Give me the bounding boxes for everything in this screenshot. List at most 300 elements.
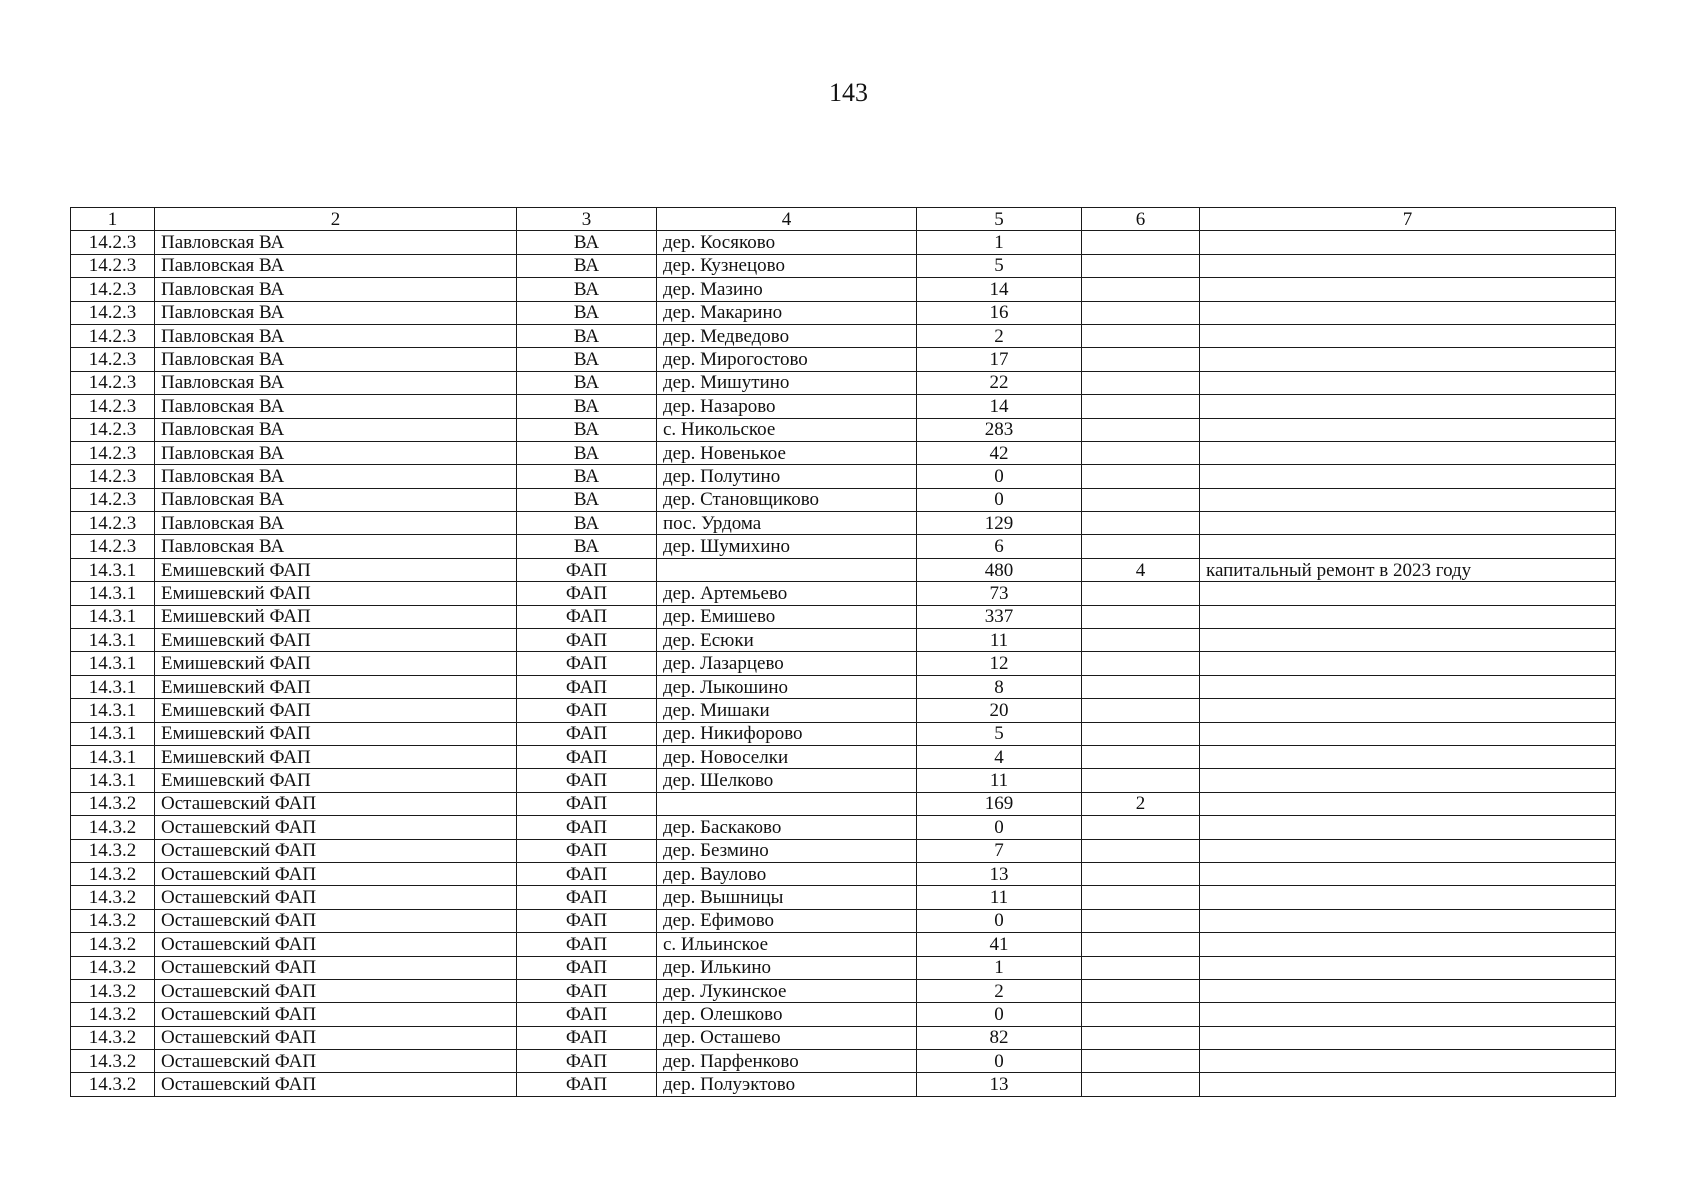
note-cell xyxy=(1200,769,1616,792)
population-cell: 6 xyxy=(917,535,1082,558)
institution-cell: Осташевский ФАП xyxy=(155,956,517,979)
institution-cell: Павловская ВА xyxy=(155,488,517,511)
note-cell xyxy=(1200,254,1616,277)
count-cell xyxy=(1082,371,1200,394)
institution-cell: Осташевский ФАП xyxy=(155,816,517,839)
type-cell: ВА xyxy=(517,488,657,511)
type-cell: ВА xyxy=(517,278,657,301)
institution-cell: Осташевский ФАП xyxy=(155,862,517,885)
code-cell: 14.3.2 xyxy=(71,816,155,839)
settlement-cell: дер. Парфенково xyxy=(657,1050,917,1073)
institution-cell: Емишевский ФАП xyxy=(155,699,517,722)
settlement-cell: с. Ильинское xyxy=(657,933,917,956)
settlement-cell: дер. Лукинское xyxy=(657,979,917,1002)
type-cell: ВА xyxy=(517,512,657,535)
type-cell: ФАП xyxy=(517,1073,657,1096)
table-row xyxy=(71,582,1616,605)
code-cell: 14.3.2 xyxy=(71,979,155,1002)
institution-cell: Емишевский ФАП xyxy=(155,675,517,698)
settlement-cell: дер. Макарино xyxy=(657,301,917,324)
note-cell xyxy=(1200,886,1616,909)
column-header-1: 1 xyxy=(71,208,155,231)
note-cell xyxy=(1200,465,1616,488)
settlement-cell: дер. Мазино xyxy=(657,278,917,301)
note-cell xyxy=(1200,301,1616,324)
type-cell: ВА xyxy=(517,441,657,464)
type-cell: ФАП xyxy=(517,956,657,979)
code-cell: 14.2.3 xyxy=(71,488,155,511)
column-header-6: 6 xyxy=(1082,208,1200,231)
population-cell: 5 xyxy=(917,254,1082,277)
table-row xyxy=(71,979,1616,1002)
table-row xyxy=(71,324,1616,347)
code-cell: 14.3.2 xyxy=(71,1050,155,1073)
count-cell xyxy=(1082,488,1200,511)
code-cell: 14.3.1 xyxy=(71,769,155,792)
count-cell: 4 xyxy=(1082,558,1200,581)
table-row xyxy=(71,558,1616,581)
population-cell: 73 xyxy=(917,582,1082,605)
header-row xyxy=(71,208,1616,231)
type-cell: ФАП xyxy=(517,862,657,885)
institution-cell: Осташевский ФАП xyxy=(155,1026,517,1049)
settlement-cell: дер. Назарово xyxy=(657,395,917,418)
code-cell: 14.3.1 xyxy=(71,699,155,722)
count-cell xyxy=(1082,745,1200,768)
code-cell: 14.3.2 xyxy=(71,1026,155,1049)
type-cell: ФАП xyxy=(517,675,657,698)
code-cell: 14.3.1 xyxy=(71,582,155,605)
note-cell xyxy=(1200,1073,1616,1096)
code-cell: 14.3.1 xyxy=(71,745,155,768)
code-cell: 14.2.3 xyxy=(71,348,155,371)
count-cell xyxy=(1082,324,1200,347)
count-cell xyxy=(1082,886,1200,909)
page-number: 143 xyxy=(829,78,868,107)
count-cell xyxy=(1082,1003,1200,1026)
type-cell: ФАП xyxy=(517,1003,657,1026)
note-cell xyxy=(1200,395,1616,418)
settlement-cell: дер. Мишаки xyxy=(657,699,917,722)
column-header-7: 7 xyxy=(1200,208,1616,231)
note-cell xyxy=(1200,1050,1616,1073)
settlement-cell: пос. Урдома xyxy=(657,512,917,535)
type-cell: ВА xyxy=(517,348,657,371)
count-cell xyxy=(1082,629,1200,652)
population-cell: 2 xyxy=(917,979,1082,1002)
table-row xyxy=(71,722,1616,745)
note-cell xyxy=(1200,535,1616,558)
note-cell xyxy=(1200,909,1616,932)
code-cell: 14.2.3 xyxy=(71,324,155,347)
settlement-cell: дер. Шумихино xyxy=(657,535,917,558)
institution-cell: Емишевский ФАП xyxy=(155,652,517,675)
table-row xyxy=(71,745,1616,768)
count-cell xyxy=(1082,535,1200,558)
type-cell: ВА xyxy=(517,395,657,418)
table-row xyxy=(71,769,1616,792)
population-cell: 1 xyxy=(917,231,1082,254)
table-row xyxy=(71,441,1616,464)
population-cell: 5 xyxy=(917,722,1082,745)
code-cell: 14.3.1 xyxy=(71,558,155,581)
type-cell: ФАП xyxy=(517,1026,657,1049)
count-cell xyxy=(1082,418,1200,441)
code-cell: 14.3.1 xyxy=(71,629,155,652)
note-cell xyxy=(1200,324,1616,347)
population-cell: 2 xyxy=(917,324,1082,347)
table-row xyxy=(71,1050,1616,1073)
count-cell xyxy=(1082,909,1200,932)
type-cell: ФАП xyxy=(517,839,657,862)
population-cell: 1 xyxy=(917,956,1082,979)
count-cell xyxy=(1082,862,1200,885)
column-header-5: 5 xyxy=(917,208,1082,231)
count-cell xyxy=(1082,231,1200,254)
institution-cell: Павловская ВА xyxy=(155,371,517,394)
code-cell: 14.3.2 xyxy=(71,956,155,979)
note-cell xyxy=(1200,371,1616,394)
count-cell xyxy=(1082,441,1200,464)
code-cell: 14.3.2 xyxy=(71,933,155,956)
note-cell xyxy=(1200,488,1616,511)
population-cell: 14 xyxy=(917,395,1082,418)
code-cell: 14.3.2 xyxy=(71,909,155,932)
count-cell xyxy=(1082,699,1200,722)
table-row xyxy=(71,1026,1616,1049)
table-row xyxy=(71,862,1616,885)
institution-cell: Емишевский ФАП xyxy=(155,629,517,652)
code-cell: 14.2.3 xyxy=(71,441,155,464)
note-cell xyxy=(1200,231,1616,254)
settlement-cell: дер. Ефимово xyxy=(657,909,917,932)
institution-cell: Павловская ВА xyxy=(155,324,517,347)
institution-cell: Емишевский ФАП xyxy=(155,558,517,581)
table-row xyxy=(71,418,1616,441)
count-cell xyxy=(1082,769,1200,792)
population-cell: 0 xyxy=(917,465,1082,488)
table-row xyxy=(71,488,1616,511)
count-cell xyxy=(1082,254,1200,277)
note-cell xyxy=(1200,605,1616,628)
table-row xyxy=(71,301,1616,324)
settlement-cell: дер. Медведово xyxy=(657,324,917,347)
type-cell: ФАП xyxy=(517,699,657,722)
note-cell xyxy=(1200,816,1616,839)
count-cell xyxy=(1082,1050,1200,1073)
count-cell xyxy=(1082,512,1200,535)
type-cell: ВА xyxy=(517,371,657,394)
code-cell: 14.2.3 xyxy=(71,418,155,441)
table-row xyxy=(71,629,1616,652)
type-cell: ФАП xyxy=(517,792,657,815)
population-cell: 12 xyxy=(917,652,1082,675)
institution-cell: Осташевский ФАП xyxy=(155,839,517,862)
count-cell xyxy=(1082,582,1200,605)
count-cell xyxy=(1082,979,1200,1002)
institution-cell: Осташевский ФАП xyxy=(155,1073,517,1096)
count-cell xyxy=(1082,675,1200,698)
population-cell: 42 xyxy=(917,441,1082,464)
settlement-cell: дер. Шелково xyxy=(657,769,917,792)
count-cell xyxy=(1082,465,1200,488)
population-cell: 0 xyxy=(917,1050,1082,1073)
table-row xyxy=(71,1073,1616,1096)
count-cell xyxy=(1082,605,1200,628)
count-cell xyxy=(1082,816,1200,839)
note-cell xyxy=(1200,745,1616,768)
settlement-cell: дер. Лазарцево xyxy=(657,652,917,675)
type-cell: ВА xyxy=(517,418,657,441)
settlement-cell: дер. Мишутино xyxy=(657,371,917,394)
table-row xyxy=(71,792,1616,815)
count-cell xyxy=(1082,722,1200,745)
code-cell: 14.2.3 xyxy=(71,278,155,301)
column-header-4: 4 xyxy=(657,208,917,231)
settlement-cell xyxy=(657,558,917,581)
type-cell: ФАП xyxy=(517,745,657,768)
population-cell: 14 xyxy=(917,278,1082,301)
institution-cell: Павловская ВА xyxy=(155,441,517,464)
population-cell: 11 xyxy=(917,886,1082,909)
type-cell: ФАП xyxy=(517,582,657,605)
note-cell xyxy=(1200,722,1616,745)
table-row xyxy=(71,933,1616,956)
note-cell xyxy=(1200,1026,1616,1049)
code-cell: 14.3.2 xyxy=(71,792,155,815)
institution-cell: Павловская ВА xyxy=(155,395,517,418)
institution-cell: Павловская ВА xyxy=(155,348,517,371)
code-cell: 14.2.3 xyxy=(71,535,155,558)
table-row xyxy=(71,839,1616,862)
count-cell xyxy=(1082,652,1200,675)
type-cell: ВА xyxy=(517,535,657,558)
institution-cell: Емишевский ФАП xyxy=(155,605,517,628)
table-row xyxy=(71,956,1616,979)
settlement-cell: дер. Косяково xyxy=(657,231,917,254)
population-cell: 13 xyxy=(917,862,1082,885)
note-cell xyxy=(1200,652,1616,675)
institution-cell: Осташевский ФАП xyxy=(155,933,517,956)
settlement-cell: дер. Емишево xyxy=(657,605,917,628)
institution-cell: Осташевский ФАП xyxy=(155,909,517,932)
settlement-cell: дер. Артемьево xyxy=(657,582,917,605)
population-cell: 8 xyxy=(917,675,1082,698)
count-cell xyxy=(1082,933,1200,956)
table-row xyxy=(71,675,1616,698)
population-cell: 283 xyxy=(917,418,1082,441)
population-cell: 11 xyxy=(917,629,1082,652)
table-row xyxy=(71,886,1616,909)
institution-cell: Павловская ВА xyxy=(155,535,517,558)
code-cell: 14.2.3 xyxy=(71,512,155,535)
institution-cell: Осташевский ФАП xyxy=(155,1003,517,1026)
type-cell: ФАП xyxy=(517,909,657,932)
count-cell xyxy=(1082,348,1200,371)
note-cell xyxy=(1200,348,1616,371)
note-cell xyxy=(1200,792,1616,815)
note-cell xyxy=(1200,1003,1616,1026)
note-cell xyxy=(1200,278,1616,301)
institution-cell: Осташевский ФАП xyxy=(155,1050,517,1073)
code-cell: 14.3.1 xyxy=(71,652,155,675)
table-row xyxy=(71,652,1616,675)
type-cell: ВА xyxy=(517,254,657,277)
population-cell: 0 xyxy=(917,488,1082,511)
population-cell: 22 xyxy=(917,371,1082,394)
note-cell xyxy=(1200,839,1616,862)
code-cell: 14.2.3 xyxy=(71,231,155,254)
table-row xyxy=(71,254,1616,277)
population-cell: 20 xyxy=(917,699,1082,722)
code-cell: 14.3.2 xyxy=(71,1003,155,1026)
code-cell: 14.2.3 xyxy=(71,395,155,418)
population-cell: 169 xyxy=(917,792,1082,815)
note-cell xyxy=(1200,512,1616,535)
settlement-cell xyxy=(657,792,917,815)
note-cell xyxy=(1200,582,1616,605)
table-body xyxy=(71,231,1616,1096)
settlement-cell: дер. Баскаково xyxy=(657,816,917,839)
count-cell: 2 xyxy=(1082,792,1200,815)
table-row xyxy=(71,605,1616,628)
note-cell xyxy=(1200,675,1616,698)
population-cell: 11 xyxy=(917,769,1082,792)
table-row xyxy=(71,816,1616,839)
population-cell: 0 xyxy=(917,1003,1082,1026)
table-row xyxy=(71,699,1616,722)
population-cell: 82 xyxy=(917,1026,1082,1049)
count-cell xyxy=(1082,839,1200,862)
table-header xyxy=(71,208,1616,231)
table-row xyxy=(71,909,1616,932)
settlement-cell: дер. Лыкошино xyxy=(657,675,917,698)
table-row xyxy=(71,465,1616,488)
table-row xyxy=(71,535,1616,558)
settlement-cell: дер. Безмино xyxy=(657,839,917,862)
note-cell xyxy=(1200,629,1616,652)
type-cell: ВА xyxy=(517,301,657,324)
type-cell: ФАП xyxy=(517,629,657,652)
settlement-cell: дер. Илькино xyxy=(657,956,917,979)
settlement-cell: дер. Новоселки xyxy=(657,745,917,768)
note-cell: капитальный ремонт в 2023 году xyxy=(1200,558,1616,581)
count-cell xyxy=(1082,301,1200,324)
count-cell xyxy=(1082,1073,1200,1096)
type-cell: ФАП xyxy=(517,605,657,628)
code-cell: 14.3.2 xyxy=(71,862,155,885)
table-row xyxy=(71,371,1616,394)
population-cell: 4 xyxy=(917,745,1082,768)
population-cell: 16 xyxy=(917,301,1082,324)
settlement-cell: дер. Есюки xyxy=(657,629,917,652)
type-cell: ВА xyxy=(517,324,657,347)
code-cell: 14.3.2 xyxy=(71,886,155,909)
settlement-cell: дер. Кузнецово xyxy=(657,254,917,277)
institution-cell: Осташевский ФАП xyxy=(155,886,517,909)
type-cell: ФАП xyxy=(517,769,657,792)
table-row xyxy=(71,348,1616,371)
settlement-cell: дер. Новенькое xyxy=(657,441,917,464)
institution-cell: Павловская ВА xyxy=(155,512,517,535)
settlement-cell: дер. Никифорово xyxy=(657,722,917,745)
note-cell xyxy=(1200,418,1616,441)
type-cell: ФАП xyxy=(517,886,657,909)
population-cell: 337 xyxy=(917,605,1082,628)
data-table xyxy=(70,207,1616,1097)
type-cell: ФАП xyxy=(517,652,657,675)
institution-cell: Емишевский ФАП xyxy=(155,745,517,768)
institution-cell: Павловская ВА xyxy=(155,301,517,324)
note-cell xyxy=(1200,862,1616,885)
code-cell: 14.3.1 xyxy=(71,605,155,628)
table-row xyxy=(71,1003,1616,1026)
column-header-3: 3 xyxy=(517,208,657,231)
note-cell xyxy=(1200,441,1616,464)
institution-cell: Емишевский ФАП xyxy=(155,769,517,792)
settlement-cell: дер. Мирогостово xyxy=(657,348,917,371)
population-cell: 41 xyxy=(917,933,1082,956)
count-cell xyxy=(1082,278,1200,301)
table-row xyxy=(71,512,1616,535)
settlement-cell: дер. Осташево xyxy=(657,1026,917,1049)
type-cell: ФАП xyxy=(517,979,657,1002)
settlement-cell: дер. Полутино xyxy=(657,465,917,488)
count-cell xyxy=(1082,956,1200,979)
note-cell xyxy=(1200,979,1616,1002)
table-row xyxy=(71,395,1616,418)
institution-cell: Емишевский ФАП xyxy=(155,582,517,605)
institution-cell: Павловская ВА xyxy=(155,278,517,301)
settlement-cell: с. Никольское xyxy=(657,418,917,441)
type-cell: ВА xyxy=(517,465,657,488)
settlement-cell: дер. Вышницы xyxy=(657,886,917,909)
institution-cell: Павловская ВА xyxy=(155,254,517,277)
settlement-cell: дер. Олешково xyxy=(657,1003,917,1026)
table-row xyxy=(71,231,1616,254)
type-cell: ФАП xyxy=(517,933,657,956)
population-cell: 480 xyxy=(917,558,1082,581)
institution-cell: Павловская ВА xyxy=(155,418,517,441)
note-cell xyxy=(1200,956,1616,979)
population-cell: 129 xyxy=(917,512,1082,535)
institution-cell: Павловская ВА xyxy=(155,231,517,254)
code-cell: 14.2.3 xyxy=(71,254,155,277)
type-cell: ФАП xyxy=(517,722,657,745)
population-cell: 0 xyxy=(917,816,1082,839)
population-cell: 0 xyxy=(917,909,1082,932)
settlement-cell: дер. Становщиково xyxy=(657,488,917,511)
note-cell xyxy=(1200,699,1616,722)
code-cell: 14.2.3 xyxy=(71,465,155,488)
institution-cell: Осташевский ФАП xyxy=(155,792,517,815)
code-cell: 14.2.3 xyxy=(71,371,155,394)
type-cell: ФАП xyxy=(517,1050,657,1073)
table-row xyxy=(71,278,1616,301)
code-cell: 14.3.2 xyxy=(71,839,155,862)
code-cell: 14.3.1 xyxy=(71,722,155,745)
count-cell xyxy=(1082,1026,1200,1049)
institution-cell: Павловская ВА xyxy=(155,465,517,488)
institution-cell: Емишевский ФАП xyxy=(155,722,517,745)
settlement-cell: дер. Полуэктово xyxy=(657,1073,917,1096)
settlement-cell: дер. Ваулово xyxy=(657,862,917,885)
code-cell: 14.3.2 xyxy=(71,1073,155,1096)
population-cell: 17 xyxy=(917,348,1082,371)
type-cell: ФАП xyxy=(517,816,657,839)
type-cell: ФАП xyxy=(517,558,657,581)
population-cell: 7 xyxy=(917,839,1082,862)
